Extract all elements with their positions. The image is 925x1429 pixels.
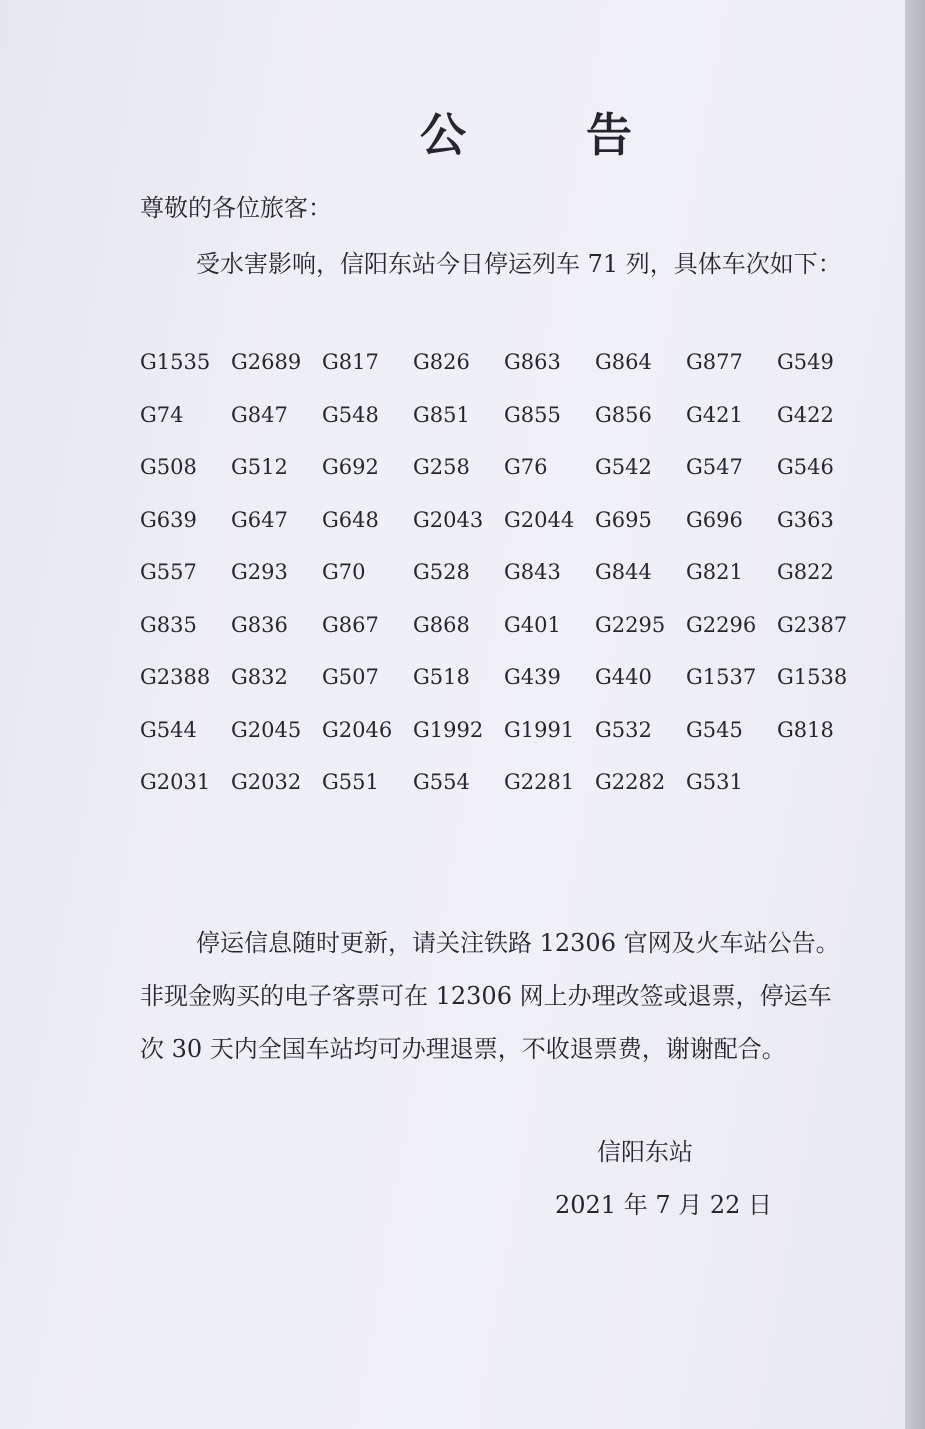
train-number: G544 xyxy=(140,717,197,742)
train-number: G422 xyxy=(777,402,834,427)
station-signature: 信阳东站 xyxy=(597,1138,693,1166)
train-number: G1538 xyxy=(777,665,848,689)
train-number: G647 xyxy=(231,507,288,532)
train-number: G844 xyxy=(595,560,652,584)
train-number: G851 xyxy=(413,402,470,427)
train-number: G512 xyxy=(231,455,288,479)
notice-intro-paragraph: 受水害影响，信阳东站今日停运列车 71 列，具体车次如下： xyxy=(196,250,842,278)
train-number: G818 xyxy=(777,717,834,742)
train-number: G2044 xyxy=(504,507,575,532)
train-number: G826 xyxy=(413,350,470,374)
train-number: G2282 xyxy=(595,770,666,794)
train-number: G821 xyxy=(686,560,743,584)
notice-title: 公 告 xyxy=(420,108,685,162)
train-number: G2296 xyxy=(686,612,757,637)
train-number: G74 xyxy=(140,402,184,427)
train-number: G836 xyxy=(231,612,288,637)
train-number: G421 xyxy=(686,402,743,427)
train-number: G648 xyxy=(322,507,379,532)
train-number: G2388 xyxy=(140,665,211,689)
train-number: G2032 xyxy=(231,770,302,794)
train-number: G817 xyxy=(322,350,379,374)
train-number: G1992 xyxy=(413,717,484,742)
train-number: G551 xyxy=(322,770,379,794)
train-number: G1991 xyxy=(504,717,575,742)
paper-edge-shadow xyxy=(905,0,925,1429)
train-number: G528 xyxy=(413,560,470,584)
notice-date: 2021 年 7 月 22 日 xyxy=(555,1191,773,1219)
train-number: G363 xyxy=(777,507,834,532)
train-number: G70 xyxy=(322,560,366,584)
train-number: G863 xyxy=(504,350,561,374)
train-number: G518 xyxy=(413,665,470,689)
train-number: G832 xyxy=(231,665,288,689)
train-number: G2689 xyxy=(231,350,302,374)
train-number: G440 xyxy=(595,665,652,689)
train-number: G847 xyxy=(231,402,288,427)
train-number: G2387 xyxy=(777,612,848,637)
train-number: G547 xyxy=(686,455,743,479)
train-number: G546 xyxy=(777,455,834,479)
train-number: G2031 xyxy=(140,770,211,794)
train-number: G2281 xyxy=(504,770,575,794)
train-number: G695 xyxy=(595,507,652,532)
train-number: G2046 xyxy=(322,717,393,742)
train-number: G508 xyxy=(140,455,197,479)
train-number: G1535 xyxy=(140,350,211,374)
train-number: G549 xyxy=(777,350,834,374)
train-number: G868 xyxy=(413,612,470,637)
train-number: G822 xyxy=(777,560,834,584)
train-number: G76 xyxy=(504,455,548,479)
train-number: G293 xyxy=(231,560,288,584)
train-number: G877 xyxy=(686,350,743,374)
train-number: G554 xyxy=(413,770,470,794)
train-number: G401 xyxy=(504,612,561,637)
train-number-list xyxy=(140,352,860,825)
train-number: G835 xyxy=(140,612,197,637)
train-number: G696 xyxy=(686,507,743,532)
train-number: G542 xyxy=(595,455,652,479)
train-number: G557 xyxy=(140,560,197,584)
train-number: G867 xyxy=(322,612,379,637)
salutation: 尊敬的各位旅客： xyxy=(140,194,332,222)
train-number: G531 xyxy=(686,770,743,794)
train-number: G532 xyxy=(595,717,652,742)
train-number: G864 xyxy=(595,350,652,374)
train-number: G2043 xyxy=(413,507,484,532)
train-number: G2045 xyxy=(231,717,302,742)
train-number: G439 xyxy=(504,665,561,689)
train-number: G639 xyxy=(140,507,197,532)
train-number: G548 xyxy=(322,402,379,427)
train-number: G843 xyxy=(504,560,561,584)
train-number: G692 xyxy=(322,455,379,479)
train-number: G507 xyxy=(322,665,379,689)
train-number: G2295 xyxy=(595,612,666,637)
train-number: G1537 xyxy=(686,665,757,689)
train-number: G258 xyxy=(413,455,470,479)
notice-info-paragraph: 停运信息随时更新，请关注铁路 12306 官网及火车站公告。非现金购买的电子客票可在 12306 网上办理改签或退票，停运车次 30 天内全国车站均可办理退票，不收退票费，谢谢配合。 xyxy=(140,929,840,1063)
train-number: G855 xyxy=(504,402,561,427)
train-number: G856 xyxy=(595,402,652,427)
train-number: G545 xyxy=(686,717,743,742)
